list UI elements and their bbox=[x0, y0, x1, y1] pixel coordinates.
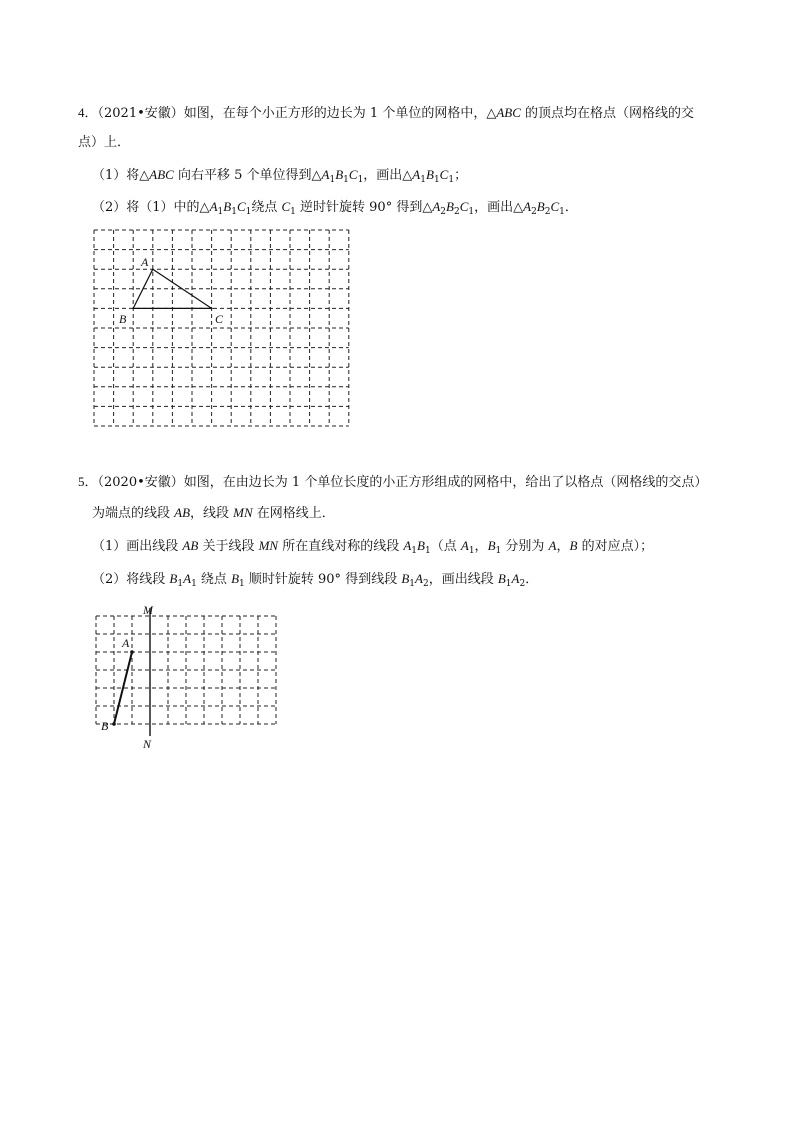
q4-source: （2021•安徽） bbox=[97, 106, 184, 121]
q5-grid-figure bbox=[96, 602, 276, 752]
q4-part2: （2）将（1）中的$\triangle A_1B_1C_1$绕点 $C_1$ 逆时针旋转 90° 得到$\triangle A_2B_2C_1$，画出$\triangle A_2B_2C_1$． bbox=[92, 199, 578, 217]
q4-part1: （1）将△ABC 向右平移 5 个单位得到$\triangle A_1B_1C_1$，画出$\triangle A_1B_1C_1$； bbox=[92, 167, 468, 185]
q5-source: （2020•安徽） bbox=[97, 475, 184, 490]
q5-segment-ab bbox=[114, 652, 132, 724]
q4-grid-lines bbox=[94, 230, 349, 426]
q5-grid-lines bbox=[96, 616, 276, 724]
q5-stem-line2: 为端点的线段 AB，线段 MN 在网格线上． bbox=[92, 505, 335, 521]
q4-label-c: C bbox=[215, 312, 224, 326]
q5-part2: （2）将线段 $B_1A_1$ 绕点 $B_1$ 顺时针旋转 90° 得到线段 $B_1A_2$，画出线段 $B_1A_2$． bbox=[92, 571, 539, 589]
q5-label-n: N bbox=[143, 737, 152, 751]
q5-part1: （1）画出线段 AB 关于线段 MN 所在直线对称的线段 $A_1B_1$（点 $A_1$，$B_1$ 分别为 A，B 的对应点）； bbox=[92, 538, 654, 556]
q4-label-a: A bbox=[141, 255, 149, 269]
q5-point-a bbox=[130, 650, 134, 654]
q4-stem-line2: 点）上． bbox=[78, 135, 131, 150]
q4-grid-figure bbox=[94, 230, 352, 426]
q5-label-a: A bbox=[122, 636, 130, 650]
q5-point-b bbox=[112, 722, 116, 726]
q5-label-b: B bbox=[101, 719, 109, 733]
q5-number: 5 bbox=[78, 474, 85, 489]
q4-number: 4 bbox=[78, 105, 85, 120]
q4-stem-line1: 4．（2021•安徽）如图，在每个小正方形的边长为 1 个单位的网格中，△ABC 的顶点均在格点（网格线的交 bbox=[78, 105, 695, 121]
q5-stem-line1: 5．（2020•安徽）如图，在由边长为 1 个单位长度的小正方形组成的网格中，给出了以格点（网格线的交点） bbox=[78, 474, 708, 490]
q5-label-m: M bbox=[143, 603, 153, 617]
q4-label-b: B bbox=[119, 312, 127, 326]
